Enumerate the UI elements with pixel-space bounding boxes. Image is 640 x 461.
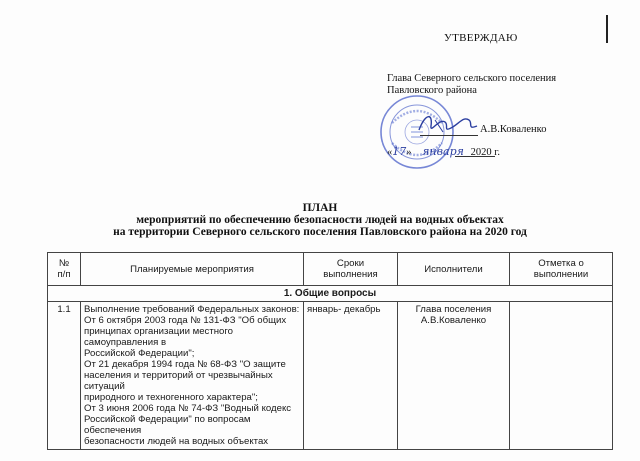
- row-event-line: Выполнение требований Федеральных законов:: [84, 304, 300, 315]
- header-deadline-line-1: Сроки: [336, 258, 365, 269]
- row-event-line: От 3 июня 2006 года № 74-ФЗ "Водный кодекс: [84, 403, 292, 414]
- header-number-line-2: п/п: [57, 269, 71, 280]
- header-number-line-1: №: [58, 258, 70, 269]
- header-note-line-2: выполнении: [533, 269, 589, 280]
- plan-subtitle-line-2: на территории Северного сельского поселения Павловского района на 2020 год: [113, 226, 527, 238]
- scan-margin-mark: [606, 15, 608, 43]
- row-event-line: безопасности людей на водных объектах: [84, 436, 269, 447]
- row-number: 1.1: [48, 302, 81, 450]
- section-row: [48, 286, 613, 302]
- header-deadline-line-2: выполнения: [323, 269, 378, 280]
- approval-name: А.В.Коваленко: [480, 124, 547, 135]
- approval-post-line-2: Павловского района: [387, 85, 477, 96]
- section-title: 1. Общие вопросы: [48, 286, 613, 302]
- date-day: 17: [392, 145, 407, 158]
- row-executor: [398, 302, 510, 450]
- approval-date: [387, 145, 500, 158]
- signature-icon: [415, 108, 485, 138]
- plan-table: [47, 252, 613, 450]
- header-deadline: [304, 253, 398, 286]
- date-close-quote: »: [406, 147, 412, 158]
- date-month: января: [422, 145, 464, 158]
- row-executor-line-1: Глава поселения: [415, 304, 492, 315]
- row-event-line: населения и территорий от чрезвычайных ситуаций: [84, 370, 273, 392]
- row-event-line: Российской Федерации" по вопросам обеспечения: [84, 414, 251, 436]
- date-year: 2020 г.: [470, 147, 500, 158]
- row-event-line: Российской Федерации";: [84, 348, 195, 359]
- row-event-line: природного и техногенного характера";: [84, 392, 258, 403]
- plan-title: ПЛАН: [302, 202, 338, 214]
- row-note: [510, 302, 613, 450]
- row-deadline: январь- декабрь: [304, 302, 398, 450]
- header-events: Планируемые мероприятия: [81, 253, 304, 286]
- row-event-line: От 6 октября 2003 года № 131-ФЗ "Об общих: [84, 315, 287, 326]
- header-note: [510, 253, 613, 286]
- plan-subtitle-line-1: мероприятий по обеспечению безопасности людей на водных объектах: [136, 214, 504, 226]
- header-executors: Исполнители: [398, 253, 510, 286]
- date-open-quote: «: [387, 147, 393, 158]
- approval-post-line-1: Глава Северного сельского поселения: [387, 73, 557, 84]
- header-note-line-1: Отметка о: [538, 258, 584, 269]
- row-event-line: От 21 декабря 1994 года № 68-ФЗ "О защите: [84, 359, 286, 370]
- table-header-row: [48, 253, 613, 286]
- approval-title: УТВЕРЖДАЮ: [444, 32, 518, 44]
- row-executor-line-2: А.В.Коваленко: [420, 315, 487, 326]
- table-row: [48, 302, 613, 450]
- signature-line: [420, 135, 478, 136]
- row-event: [81, 302, 304, 450]
- header-number: [48, 253, 81, 286]
- row-event-line: принципах организации местного самоуправления в: [84, 326, 233, 348]
